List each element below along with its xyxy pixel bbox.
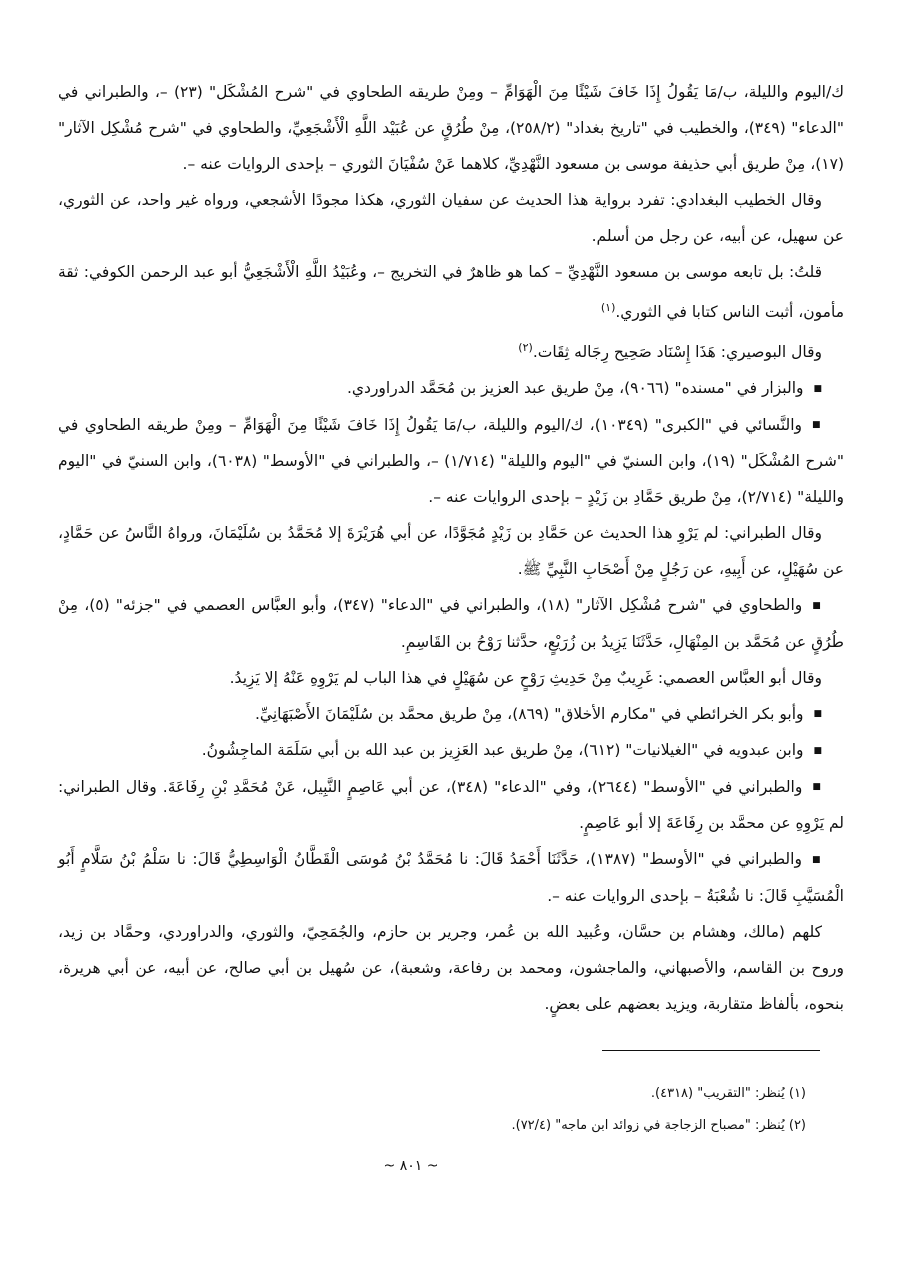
footnote-ref: (٢) — [518, 341, 533, 355]
paragraph: وقال أبو العبَّاس العصمي: غَرِيبٌ مِنْ حَدِيثِ رَوْحٍ عن سُهَيْلٍ في هذا الباب لم يَرْوِهِ عَنْهُ إلا يَزِيدُ. — [229, 668, 822, 687]
footnote: (١) يُنظر: "التقريب" (٤٣١٨). — [650, 1086, 806, 1101]
paragraph: كلهم (مالك، وهشام بن حسَّان، وعُبيد الله بن عُمر، وجرير بن حازم، والجُمَحِيّ، والثوري، والدراوردي، وحمَّاد بن زيد، وروح بن القاسم، والأصبهاني، والماجشون، ومحمد بن رفاعة، وشعبة)، عن سُهيل بن أبي صالح، عن أبيه، عن أبي هريرة، بنحوه، بألفاظ متقاربة، ويزيد بعضهم على بعضٍ. — [58, 922, 844, 1013]
footnotes — [58, 1078, 844, 1142]
bullet-item: ■ وأبو بكر الخرائطي في "مكارم الأخلاق" (٨٦٩)، مِنْ طريق محمَّد بن سُلَيْمَانَ الأَصْبَهَانِيِّ. — [58, 696, 844, 733]
footnote-divider — [602, 1050, 820, 1051]
footnote: (٢) يُنظر: "مصباح الزجاجة في زوائد ابن ماجه" (٧٢/٤). — [511, 1118, 806, 1133]
main-text — [58, 74, 844, 1022]
bullet-item: ■ والبزار في "مسنده" (٩٠٦٦)، مِنْ طريق عبد العزيز بن مُحَمَّد الدراوردي. — [58, 370, 844, 407]
paragraph: وقال البوصيري: هَذَا إِسْنَاد صَحِيح رِجَاله ثِقَات.$^{(٢)}$ — [518, 341, 822, 362]
footnote-ref: (١) — [600, 301, 616, 314]
bullet-item: ■ والطحاوي في "شرح مُشْكِل الآثار" (١٨)، والطبراني في "الدعاء" (٣٤٧)، وأبو العبَّاس العصمي في "جزئه" (٥)، مِنْ طُرُقٍ عن مُحَمَّد بن المِنْهَالِ، حَدَّثَنَا يَزِيدُ بن زُرَيْعٍ، حدَّثنا رَوْحُ بن القَاسِمِ. — [58, 587, 844, 660]
paragraph: وقال الخطيب البغدادي: تفرد برواية هذا الحديث عن سفيان الثوري، هكذا مجودًا الأشجعي، ورواه غير واحد، عن الثوري، عن سهيل، عن أبيه، عن رجل من أسلم. — [58, 191, 844, 245]
bullet-item: ■ والطبراني في "الأوسط" (٢٦٤٤)، وفي "الدعاء" (٣٤٨)، عن أبي عَاصِمٍ النَّبِيل، عَنْ مُحَمَّدِ بْنِ رِفَاعَةَ. وقال الطبراني: لم يَرْوِهِ عن محمَّد بن رِفَاعَةَ إلا أبو عَاصِمٍ. — [58, 769, 844, 842]
paragraph: وقال الطبراني: لم يَرْوِ هذا الحديث عن حَمَّادِ بن زَيْدٍ مُجَوَّدًا، عن أبي هُرَيْرَةَ إلا مُحَمَّدُ بن سُلَيْمَانَ، ورواهُ النَّاسُ عن حَمَّادٍ، عن سُهَيْلٍ، عن أَبِيهِ، عن رَجُلٍ مِنْ أَصْحَابِ النَّبِيِّ ﷺ. — [58, 524, 844, 579]
paragraph: قلتُ: بل تابعه موسى بن مسعود النَّهْدِيِّ – كما هو ظاهرٌ في التخريج –، وعُبَيْدُ اللَّهِ الْأَشْجَعِيُّ أبو عبد الرحمن الكوفي: ثقة مأمون، أثبت الناس كتابا في الثوري.$^{(١)}$ — [58, 263, 844, 322]
bullet-item: ■ وابن عبدويه في "الغيلانيات" (٦١٢)، مِنْ طريق عبد العَزِيز بن عبد الله بن أبي سَلَمَة الماجِشُونُ. — [58, 732, 844, 769]
page-number: ~ ٨٠١ ~ — [383, 1158, 439, 1174]
paragraph: ك/اليوم والليلة، ب/مَا يَقُولُ إِذَا خَافَ شَيْئًا مِنَ الْهَوَامِّ – ومِنْ طريقه الطحاوي في "شرح المُشْكَل" (٢٣) –، والطبراني في "الدعاء" (٣٤٩)، والخطيب في "تاريخ بغداد" (٢٥٨/٢)، مِنْ طُرُقٍ عن عُبَيْد اللَّهِ الْأَشْجَعِيِّ، والطحاوي في "شرح مُشْكِل الآثار" (١٧)، مِنْ طريق أبي حذيفة موسى بن مسعود النَّهْدِيِّ، كلاهما عَنْ سُفْيَانَ الثوري – بإحدى الروايات عنه –. — [58, 83, 844, 173]
bullet-item: ■ والنَّسائي في "الكبرى" (١٠٣٤٩)، ك/اليوم والليلة، ب/مَا يَقُولُ إِذَا خَافَ شَيْئًا مِنَ الْهَوَامِّ – ومِنْ طريقه الطحاوي في "شرح المُشْكَل" (١٩)، وابن السنيّ في "اليوم والليلة" (١/٧١٤) –، والطبراني في "الأوسط" (٦٠٣٨)، وابن السنيّ في "اليوم والليلة" (٢/٧١٤)، مِنْ طريق حَمَّادِ بن زَيْدٍ – بإحدى الروايات عنه –. — [58, 407, 844, 516]
bullet-item: ■ والطبراني في "الأوسط" (١٣٨٧)، حَدَّثَنَا أَحْمَدُ قَالَ: نا مُحَمَّدُ بْنُ مُوسَى الْقَطَّانُ الْوَاسِطِيُّ قَالَ: نا سَلْمُ بْنُ سَلَّامٍ أَبُو الْمُسَيَّبِ قَالَ: نا شُعْبَةُ – بإحدى الروايات عنه –. — [58, 841, 844, 914]
